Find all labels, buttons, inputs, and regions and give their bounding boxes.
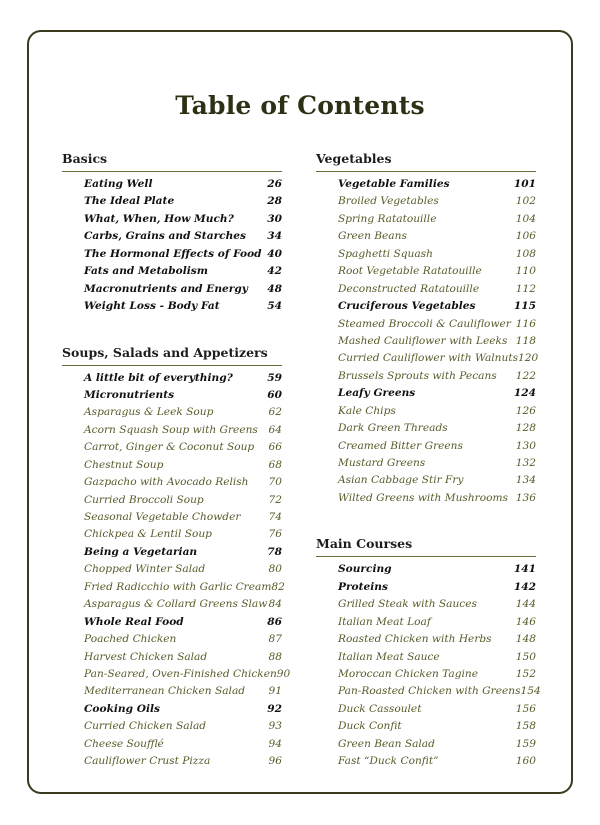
toc-entry-page: 64 [268,423,282,436]
toc-entry[interactable] [84,614,282,631]
toc-entry-page: 60 [267,388,282,401]
toc-entry-title: Whole Real Food [84,615,184,628]
toc-entry[interactable] [338,438,536,455]
toc-section-basics [62,150,282,316]
toc-entry-title: Chestnut Soup [84,458,164,471]
toc-entry-page: 128 [515,422,536,435]
toc-entry[interactable] [338,490,536,507]
toc-entry-page: 158 [515,720,536,733]
toc-entry-title: Wilted Greens with Mushrooms [338,491,508,504]
toc-entry-page: 40 [267,247,282,260]
toc-entry-page: 108 [515,247,536,260]
toc-entry[interactable] [84,492,282,509]
toc-entry[interactable] [84,753,282,770]
toc-entry-title: Chopped Winter Salad [84,563,206,576]
toc-entry-page: 160 [515,755,536,768]
toc-entry[interactable] [338,193,536,210]
toc-entry-page: 159 [515,737,536,750]
toc-entry-title: Duck Cassoulet [338,702,422,715]
toc-entry-page: 118 [515,334,536,347]
toc-entry[interactable] [338,298,536,315]
toc-section-main-courses [316,535,541,770]
toc-entry-title: Kale Chips [338,404,396,417]
toc-entry[interactable] [84,176,282,193]
toc-entry-title: Curried Chicken Salad [84,720,207,733]
toc-entry-page: 141 [513,563,536,576]
toc-entry-title: Fats and Metabolism [84,265,208,278]
toc-entry[interactable] [338,350,539,367]
toc-entry-page: 96 [268,755,282,768]
toc-entry-list [316,561,541,770]
toc-entry-page: 72 [268,493,282,506]
toc-entry-title: Weight Loss - Body Fat [84,300,220,313]
toc-entry[interactable] [84,404,282,421]
toc-entry-page: 66 [268,441,282,454]
toc-entry-title: Asparagus & Collard Greens Slaw [84,598,268,611]
toc-entry-title: Curried Cauliflower with Walnuts [338,352,519,365]
toc-entry[interactable] [338,579,536,596]
toc-entry[interactable] [338,736,536,753]
toc-entry-page: 142 [513,580,536,593]
toc-entry-title: Harvest Chicken Salad [84,650,208,663]
toc-entry-title: The Hormonal Effects of Food [84,247,262,260]
toc-entry[interactable] [338,596,536,613]
toc-entry-page: 94 [268,737,282,750]
toc-entry-title: Poached Chicken [84,633,177,646]
toc-entry[interactable] [338,420,536,437]
toc-entry[interactable] [84,228,282,245]
toc-entry-title: Carbs, Grains and Starches [84,230,247,243]
toc-entry-page: 90 [276,667,291,680]
toc-entry-page: 62 [268,406,282,419]
toc-entry[interactable] [84,526,282,543]
toc-entry-page: 68 [268,458,282,471]
toc-entry-page: 87 [268,633,282,646]
toc-entry-page: 152 [515,667,536,680]
toc-entry-page: 30 [267,212,282,225]
toc-entry-title: Spring Ratatouille [338,212,437,225]
toc-entry-title: Roasted Chicken with Herbs [338,633,492,646]
toc-entry-list [316,176,539,507]
toc-entry-page: 74 [268,511,282,523]
toc-entry-title: Vegetable Families [338,178,450,190]
toc-entry-page: 91 [268,685,282,698]
toc-entry-title: Spaghetti Squash [338,247,433,260]
toc-entry-title: Chickpea & Lentil Soup [84,528,212,541]
toc-entry[interactable] [84,579,285,596]
toc-entry[interactable] [84,666,291,683]
toc-entry-list [62,370,291,771]
toc-entry-page: 86 [267,615,282,628]
toc-entry[interactable] [338,211,536,228]
toc-entry-title: Mustard Greens [338,457,426,469]
toc-entry[interactable] [84,701,282,718]
toc-entry[interactable] [338,472,536,489]
toc-entry[interactable] [84,474,282,491]
toc-entry-page: 154 [520,685,541,698]
toc-entry[interactable] [338,649,536,666]
toc-entry[interactable] [84,211,282,228]
page-title: Table of Contents [175,90,425,120]
toc-entry-page: 156 [515,702,536,715]
toc-entry-title: Broiled Vegetables [338,195,439,208]
toc-entry-title: Root Vegetable Ratatouille [338,265,482,278]
toc-entry-page: 150 [515,650,536,663]
toc-entry-title: Moroccan Chicken Tagine [338,667,478,680]
toc-entry-title: Dark Green Threads [338,422,448,435]
toc-entry[interactable] [84,631,282,648]
section-heading: Soups, Salads and Appetizers [62,344,282,366]
toc-entry[interactable] [338,263,536,280]
right-column [316,150,541,771]
toc-entry[interactable] [338,368,536,385]
toc-entry-title: Deconstructed Ratatouille [338,282,480,295]
section-heading: Basics [62,150,282,172]
toc-entry[interactable] [338,281,536,298]
toc-entry[interactable] [338,455,536,472]
toc-entry[interactable] [84,370,282,387]
toc-entry-page: 122 [515,369,536,382]
toc-entry[interactable] [338,403,536,420]
toc-entry-title: Asparagus & Leek Soup [84,406,214,419]
toc-entry-list [62,176,282,316]
toc-entry-title: Creamed Bitter Greens [338,439,463,452]
toc-entry-title: Asian Cabbage Stir Fry [338,474,464,487]
toc-entry-title: Gazpacho with Avocado Relish [84,476,249,489]
toc-entry[interactable] [338,561,536,578]
toc-entry-page: 104 [515,212,536,225]
toc-entry-title: Grilled Steak with Sauces [338,598,477,611]
toc-entry-page: 134 [515,474,536,487]
toc-entry[interactable] [84,281,282,298]
toc-entry-title: Fast “Duck Confit” [338,755,439,768]
toc-entry[interactable] [84,544,282,561]
toc-entry-page: 70 [268,476,282,489]
toc-entry-title: Green Bean Salad [338,737,435,750]
toc-entry-title: Micronutrients [84,388,175,401]
toc-entry-title: Being a Vegetarian [84,545,198,558]
toc-entry-title: Leafy Greens [338,387,416,400]
toc-entry-page: 101 [513,178,536,190]
toc-entry[interactable] [84,387,282,404]
toc-entry-page: 136 [515,491,536,504]
toc-entry[interactable] [84,509,282,526]
toc-entry-title: Proteins [338,580,388,593]
toc-entry-page: 112 [515,282,536,295]
toc-entry-title: Cruciferous Vegetables [338,300,476,313]
toc-entry-title: Curried Broccoli Soup [84,493,204,506]
toc-entry-title: Fried Radicchio with Garlic Cream [84,580,272,593]
toc-entry-page: 92 [267,702,282,715]
toc-entry[interactable] [338,631,536,648]
toc-entry[interactable] [84,596,282,613]
toc-entry-page: 28 [267,195,282,208]
toc-entry-page: 26 [267,178,282,190]
toc-entry-page: 132 [515,457,536,469]
toc-entry-title: What, When, How Much? [84,212,234,225]
toc-entry[interactable] [338,246,536,263]
toc-entry-title: Brussels Sprouts with Pecans [338,369,497,382]
toc-entry[interactable] [338,316,536,333]
toc-entry-page: 106 [515,230,536,243]
toc-section-vegetables [316,150,539,507]
toc-entry[interactable] [84,422,282,439]
toc-entry-page: 78 [267,545,282,558]
toc-entry[interactable] [84,263,282,280]
toc-entry[interactable] [338,753,536,770]
toc-entry-page: 59 [267,371,282,384]
toc-section-soups-salads-and-appetizers [62,344,291,771]
toc-entry[interactable] [338,176,536,193]
toc-entry-title: Pan-Seared, Oven-Finished Chicken [84,667,277,680]
toc-entry-page: 54 [267,300,282,313]
toc-entry[interactable] [84,298,282,315]
toc-entry-title: Italian Meat Loaf [338,615,431,628]
toc-entry-title: The Ideal Plate [84,195,175,208]
toc-entry-title: Cooking Oils [84,702,160,715]
toc-entry[interactable] [84,736,282,753]
toc-entry[interactable] [84,439,282,456]
toc-entry-page: 144 [515,598,536,611]
toc-entry-page: 148 [515,633,536,646]
toc-entry[interactable] [338,718,536,735]
toc-entry[interactable] [338,614,536,631]
toc-entry[interactable] [84,683,282,700]
toc-entry-page: 84 [268,598,282,611]
toc-entry[interactable] [338,333,536,350]
toc-entry-title: Green Beans [338,230,407,243]
toc-entry-page: 126 [515,404,536,417]
toc-entry-title: Carrot, Ginger & Coconut Soup [84,441,255,454]
toc-entry-page: 110 [515,265,536,278]
toc-entry-page: 102 [515,195,536,208]
toc-entry[interactable] [84,561,282,578]
toc-entry-title: Seasonal Vegetable Chowder [84,511,241,523]
toc-entry-title: A little bit of everything? [84,371,233,384]
toc-entry-title: Pan-Roasted Chicken with Greens [338,685,521,698]
left-column [62,150,291,771]
toc-entry-page: 76 [268,528,282,541]
toc-entry-title: Duck Confit [338,720,402,733]
toc-entry-title: Italian Meat Sauce [338,650,440,663]
toc-entry-title: Acorn Squash Soup with Greens [84,423,258,436]
toc-entry-title: Steamed Broccoli & Cauliflower [338,317,511,330]
toc-entry[interactable] [84,246,282,263]
toc-entry-page: 120 [518,352,539,365]
toc-entry-page: 130 [515,439,536,452]
toc-entry-page: 116 [515,317,536,330]
toc-entry-title: Mediterranean Chicken Salad [84,685,246,698]
toc-entry[interactable] [338,228,536,245]
toc-entry-title: Eating Well [84,178,153,190]
toc-entry-page: 124 [513,387,536,400]
toc-entry-title: Sourcing [338,563,392,576]
toc-entry[interactable] [338,385,536,402]
toc-entry[interactable] [338,701,536,718]
section-heading: Vegetables [316,150,536,172]
toc-entry[interactable] [338,683,541,700]
toc-entry-title: Cheese Soufflé [84,737,164,750]
toc-entry-page: 80 [268,563,282,576]
toc-entry-page: 42 [267,265,282,278]
toc-entry-page: 93 [268,720,282,733]
toc-entry[interactable] [84,718,282,735]
toc-entry-page: 82 [271,580,285,593]
toc-entry-title: Cauliflower Crust Pizza [84,755,211,768]
toc-entry[interactable] [338,666,536,683]
toc-entry-page: 48 [267,282,282,295]
toc-entry[interactable] [84,649,282,666]
toc-entry-title: Macronutrients and Energy [84,282,248,295]
toc-entry[interactable] [84,457,282,474]
toc-entry-page: 88 [268,650,282,663]
section-heading: Main Courses [316,535,536,557]
toc-entry-title: Mashed Cauliflower with Leeks [338,334,508,347]
toc-entry-page: 115 [513,300,536,313]
toc-entry[interactable] [84,193,282,210]
toc-entry-page: 146 [515,615,536,628]
toc-entry-page: 34 [267,230,282,243]
